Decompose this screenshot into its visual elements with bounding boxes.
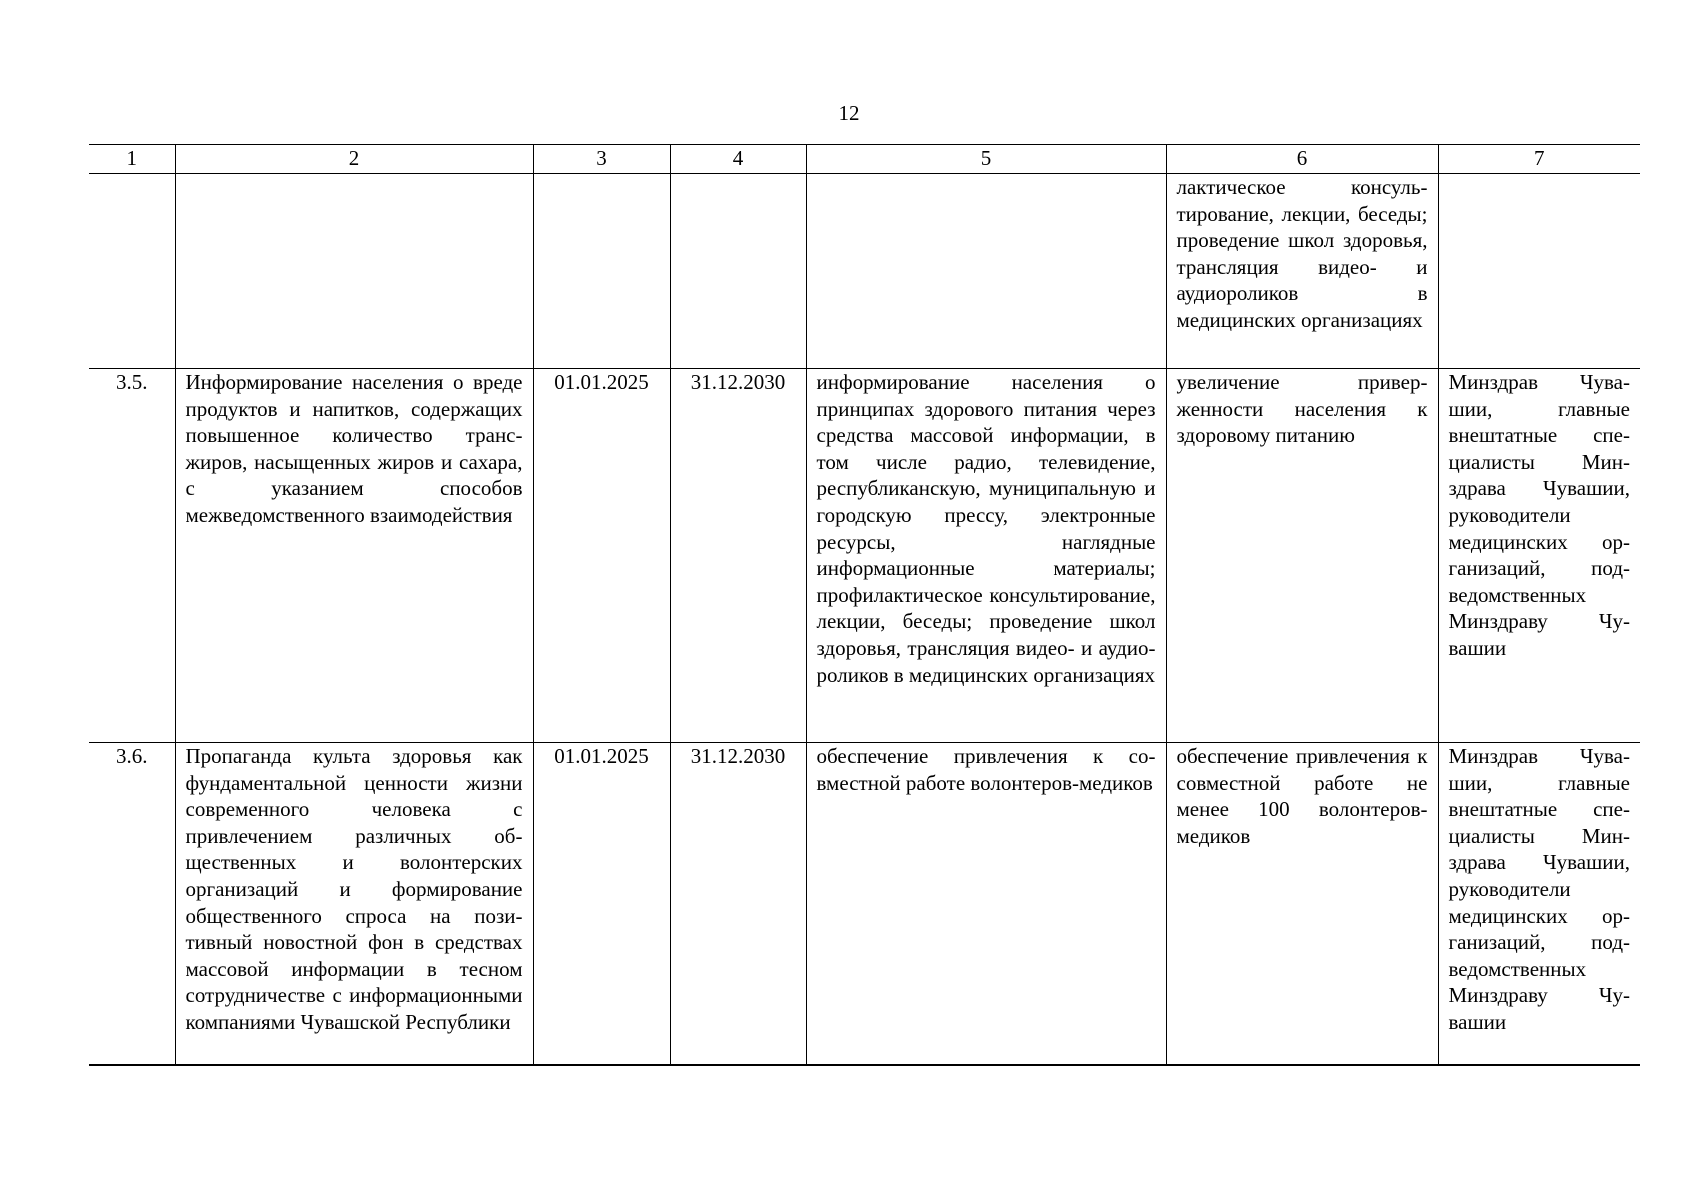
responsible-cell: Минздрав Чувашии, главные внештатные специалисты Минздрава Чувашии, руководители медицинских организаций, подведомственных Минздраву Чувашии <box>1438 369 1640 743</box>
end-date-cell: 31.12.2030 <box>670 743 806 1065</box>
end-date-cell: 31.12.2030 <box>670 369 806 743</box>
column-number-5: 5 <box>806 145 1166 174</box>
table-row <box>89 174 1640 369</box>
start-date-cell: 01.01.2025 <box>533 369 670 743</box>
result-cell: увеличение приверженности населения к здоровому питанию <box>1166 369 1438 743</box>
result-cell: обеспечение привлечения к совместной работе не менее 100 волонтеров-медиков <box>1166 743 1438 1065</box>
measures-table <box>89 144 1640 1066</box>
description-cell <box>806 174 1166 369</box>
measure-name-cell <box>175 174 533 369</box>
column-number-7: 7 <box>1438 145 1640 174</box>
column-number-6: 6 <box>1166 145 1438 174</box>
measure-name-cell: Информирование населения о вреде продуктов и напитков, содержащих повышенное количество транс-жиров, насыщенных жиров и сахара, с указанием способов межведомственного взаимодействия <box>175 369 533 743</box>
end-date-cell <box>670 174 806 369</box>
responsible-cell <box>1438 174 1640 369</box>
column-number-4: 4 <box>670 145 806 174</box>
start-date-cell: 01.01.2025 <box>533 743 670 1065</box>
start-date-cell <box>533 174 670 369</box>
row-number-cell <box>89 174 175 369</box>
measure-name-cell: Пропаганда культа здоровья как фундаментальной ценности жизни современного человека с привлечением различных общественных и волонтерских организаций и формирование общественного спроса на позитивный новостной фон в средствах массовой информации в тесном сотрудничестве с информационными компаниями Чувашской Республики <box>175 743 533 1065</box>
page-number: 12 <box>838 101 860 125</box>
description-cell: информирование населения о принципах здорового питания через средства массовой информации, в том числе радио, телевидение, республиканскую, муниципальную и городскую прессу, электронные ресурсы, наглядные информационные материалы; профилактическое консультирование, лекции, беседы; проведение школ здоровья, трансляция видео- и аудиороликов в медицинских организациях <box>806 369 1166 743</box>
description-cell: обеспечение привлечения к совместной работе волонтеров-медиков <box>806 743 1166 1065</box>
table-row <box>89 369 1640 743</box>
responsible-cell: Минздрав Чувашии, главные внештатные специалисты Минздрава Чувашии, руководители медицинских организаций, подведомственных Минздраву Чувашии <box>1438 743 1640 1065</box>
column-number-1: 1 <box>89 145 175 174</box>
row-number-cell: 3.6. <box>89 743 175 1065</box>
column-number-row <box>89 145 1640 174</box>
row-number-cell: 3.5. <box>89 369 175 743</box>
result-cell: лактическое консультирование, лекции, беседы; проведение школ здоровья, трансляция видео- и аудиороликов в медицинских организациях <box>1166 174 1438 369</box>
column-number-3: 3 <box>533 145 670 174</box>
column-number-2: 2 <box>175 145 533 174</box>
table-row <box>89 743 1640 1065</box>
